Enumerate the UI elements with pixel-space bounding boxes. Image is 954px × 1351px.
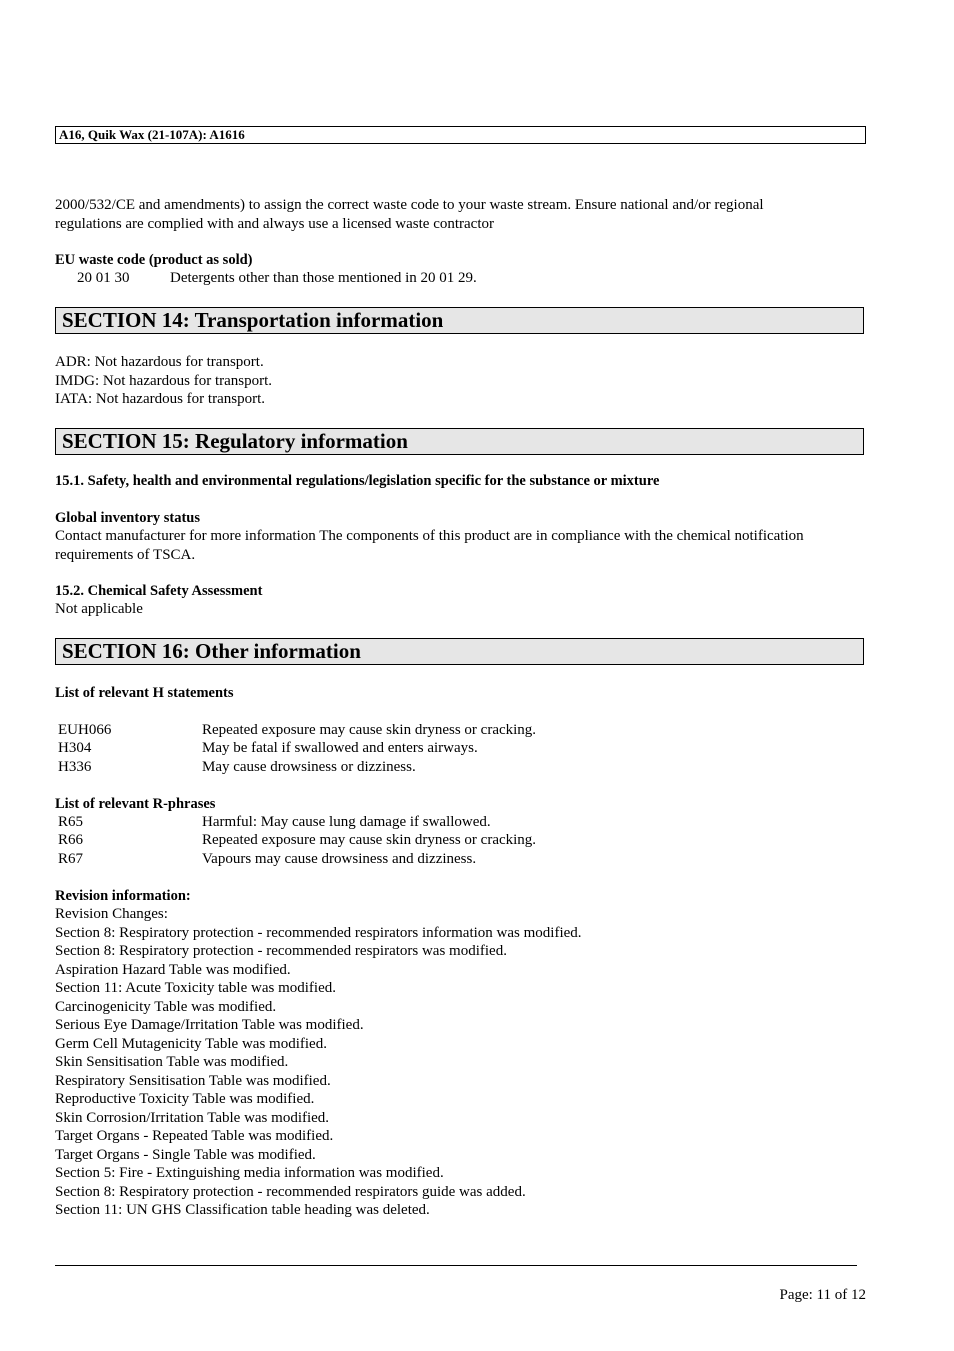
revision-line: Reproductive Toxicity Table was modified. [55, 1091, 315, 1107]
h-statements-heading: List of relevant H statements [55, 685, 234, 701]
h-statement-row [58, 758, 416, 777]
r-phrase-row [58, 850, 476, 869]
revision-line: Target Organs - Repeated Table was modified. [55, 1128, 334, 1144]
r-phrase-row [58, 813, 491, 832]
global-inventory-heading: Global inventory status [55, 510, 201, 526]
revision-line: Aspiration Hazard Table was modified. [55, 961, 291, 978]
eu-waste-code-heading: EU waste code (product as sold) [55, 252, 253, 268]
revision-line: Section 8: Respiratory protection - recommended respirators information was modified. [55, 924, 582, 941]
h-code: H304 [58, 740, 92, 756]
page-number: Page: 11 of 12 [779, 1287, 866, 1303]
revision-line: Section 11: UN GHS Classification table heading was deleted. [55, 1202, 430, 1218]
footer-rule [55, 1265, 857, 1266]
eu-waste-description: Detergents other than those mentioned in 20 01 29. [170, 270, 477, 286]
revision-line: Carcinogenicity Table was modified. [55, 998, 277, 1015]
r-text: Vapours may cause drowsiness and dizziness. [202, 851, 477, 867]
revision-list [55, 905, 582, 1220]
h-statement-row [58, 739, 478, 758]
waste-paragraph-line: 2000/532/CE and amendments) to assign the correct waste code to your waste stream. Ensure national and/or regional [55, 197, 764, 213]
r-phrase-row [58, 831, 536, 850]
chemical-safety-value: Not applicable [55, 601, 143, 617]
transport-line: ADR: Not hazardous for transport. [55, 354, 264, 370]
r-text: Repeated exposure may cause skin dryness or cracking. [202, 832, 537, 848]
revision-line: Section 8: Respiratory protection - recommended respirators guide was added. [55, 1183, 526, 1200]
revision-line: Revision Changes: [55, 906, 168, 922]
h-code: EUH066 [58, 722, 112, 738]
revision-line: Section 5: Fire - Extinguishing media information was modified. [55, 1165, 444, 1181]
revision-heading: Revision information: [55, 888, 191, 904]
h-code: H336 [58, 759, 92, 775]
revision-line: Skin Corrosion/Irritation Table was modified. [55, 1109, 330, 1126]
inventory-line: requirements of TSCA. [55, 546, 196, 563]
section-15-title: SECTION 15: Regulatory information [55, 428, 864, 455]
transport-line: IATA: Not hazardous for transport. [55, 391, 265, 407]
h-text: May be fatal if swallowed and enters airways. [202, 740, 478, 756]
eu-waste-code: 20 01 30 [77, 270, 130, 286]
h-statement-row [58, 721, 536, 740]
r-code: R65 [58, 814, 84, 830]
waste-paragraph [55, 196, 764, 233]
revision-line: Serious Eye Damage/Irritation Table was modified. [55, 1017, 364, 1033]
h-text: Repeated exposure may cause skin dryness or cracking. [202, 722, 537, 738]
global-inventory-text [55, 527, 804, 564]
revision-line: Germ Cell Mutagenicity Table was modified. [55, 1035, 327, 1052]
revision-line: Section 8: Respiratory protection - recommended respirators was modified. [55, 943, 507, 959]
r-phrases-heading: List of relevant R-phrases [55, 796, 216, 812]
eu-waste-code-row [77, 269, 477, 288]
inventory-line: Contact manufacturer for more information The components of this product are in compliance with the chemical notification [55, 528, 804, 544]
r-text: Harmful: May cause lung damage if swallowed. [202, 814, 491, 830]
section-16-title: SECTION 16: Other information [55, 638, 864, 665]
subsection-15-2: 15.2. Chemical Safety Assessment [55, 583, 263, 599]
subsection-15-1: 15.1. Safety, health and environmental regulations/legislation specific for the substance or mixture [55, 473, 660, 489]
r-code: R67 [58, 851, 84, 867]
transport-line: IMDG: Not hazardous for transport. [55, 372, 273, 389]
section-14-title: SECTION 14: Transportation information [55, 307, 864, 334]
document-header: A16, Quik Wax (21-107A): A1616 [55, 126, 866, 144]
waste-paragraph-line: regulations are complied with and always use a licensed waste contractor [55, 215, 495, 232]
r-code: R66 [58, 832, 84, 848]
revision-line: Respiratory Sensitisation Table was modified. [55, 1072, 331, 1089]
revision-line: Section 11: Acute Toxicity table was modified. [55, 980, 336, 996]
revision-line: Target Organs - Single Table was modified. [55, 1146, 316, 1163]
h-text: May cause drowsiness or dizziness. [202, 759, 416, 775]
transport-list [55, 353, 272, 409]
revision-line: Skin Sensitisation Table was modified. [55, 1054, 289, 1070]
